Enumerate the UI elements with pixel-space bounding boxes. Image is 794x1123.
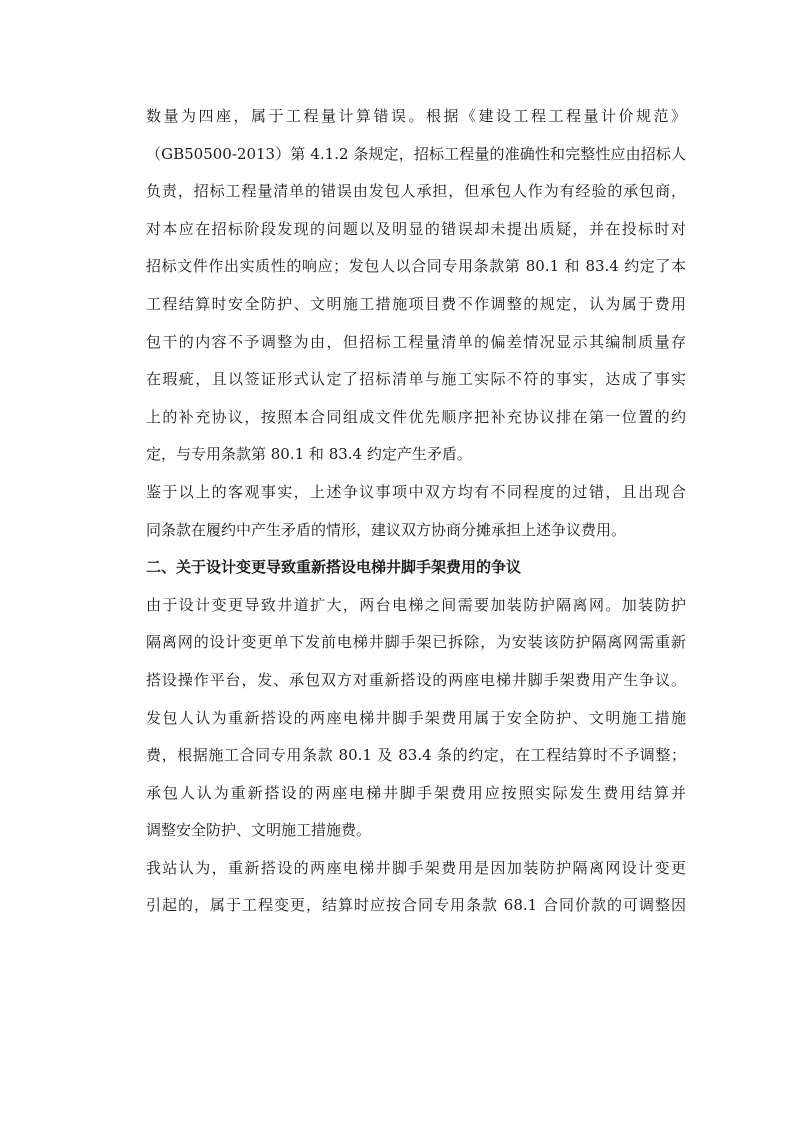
text-line: 对本应在招标阶段发现的问题以及明显的错误却未提出质疑，并在投标时对 [146, 219, 686, 238]
text-line: 由于设计变更导致井道扩大，两台电梯之间需要加装防护隔离网。加装防护 [146, 595, 686, 614]
section-heading: 二、关于设计变更导致重新搭设电梯井脚手架费用的争议 [146, 558, 522, 577]
document-body [146, 98, 686, 925]
text-line: 工程结算时安全防护、文明施工措施项目费不作调整的规定，认为属于费用 [146, 294, 686, 313]
text-line: 承包人认为重新搭设的两座电梯井脚手架费用应按照实际发生费用结算并 [146, 783, 686, 802]
text-line: 隔离网的设计变更单下发前电梯井脚手架已拆除，为安装该防护隔离网需重新 [146, 633, 686, 652]
text-line: 鉴于以上的客观事实，上述争议事项中双方均有不同程度的过错，且出现合 [146, 482, 686, 501]
text-line: 同条款在履约中产生矛盾的情形，建议双方协商分摊承担上述争议费用。 [146, 520, 627, 539]
text-line: 我站认为，重新搭设的两座电梯井脚手架费用是因加装防护隔离网设计变更 [146, 858, 686, 877]
text-line: （GB50500-2013）第 4.1.2 条规定，招标工程量的准确性和完整性应由招标人 [146, 144, 686, 163]
text-line: 发包人认为重新搭设的两座电梯井脚手架费用属于安全防护、文明施工措施 [146, 708, 686, 727]
text-line: 引起的，属于工程变更，结算时应按合同专用条款 68.1 合同价款的可调整因 [146, 896, 686, 915]
text-line: 在瑕疵，且以签证形式认定了招标清单与施工实际不符的事实，达成了事实 [146, 370, 686, 389]
text-line: 数量为四座，属于工程量计算错误。根据《建设工程工程量计价规范》 [146, 107, 686, 125]
text-line: 招标文件作出实质性的响应；发包人以合同专用条款第 80.1 和 83.4 约定了本 [146, 257, 686, 276]
text-line: 调整安全防护、文明施工措施费。 [146, 821, 372, 840]
text-line: 负责，招标工程量清单的错误由发包人承担，但承包人作为有经验的承包商， [146, 182, 686, 201]
text-line: 搭设操作平台，发、承包双方对重新搭设的两座电梯井脚手架费用产生争议。 [146, 670, 686, 689]
text-line: 定，与专用条款第 80.1 和 83.4 约定产生矛盾。 [146, 445, 472, 464]
text-line: 费，根据施工合同专用条款 80.1 及 83.4 条的约定，在工程结算时不予调整； [146, 746, 686, 765]
text-line: 包干的内容不予调整为由，但招标工程量清单的偏差情况显示其编制质量存 [146, 332, 686, 351]
text-line: 上的补充协议，按照本合同组成文件优先顺序把补充协议排在第一位置的约 [146, 407, 686, 426]
